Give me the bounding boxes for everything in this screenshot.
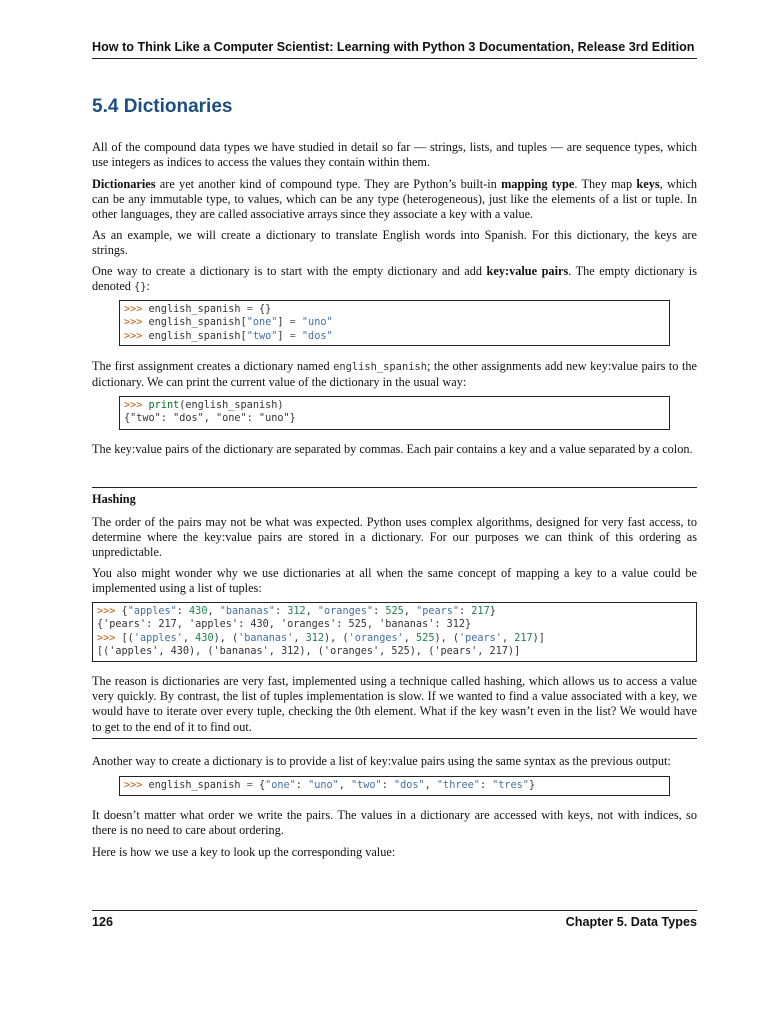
intro-paragraph: All of the compound data types we have studied in detail so far — strings, lists, and tuples — are sequence types, which use integers as indices to access the values they contain within them. — [92, 140, 697, 170]
section-title: 5.4 Dictionaries — [92, 96, 233, 117]
chapter-label: Chapter 5. Data Types — [565, 915, 697, 929]
code-line: >>> {"apples": 430, "bananas": 312, "oranges": 525, "pears": 217} — [97, 606, 496, 617]
another-way-paragraph: Another way to create a dictionary is to provide a list of key:value pairs using the same syntax as the previous output: — [92, 754, 671, 768]
hashing-paragraph-3: The reason is dictionaries are very fast, implemented using a technique called hashing, which allows us to access a value very quickly. By contrast, the list of tuples implementation is slow. If we wanted to find a value associated with a key, we would have to iterate over every tuple, checking the 0th element. What if the key wasn’t even in the list? We would have to get to the end of it to find out. — [92, 674, 697, 734]
order-paragraph: It doesn’t matter what order we write the pairs. The values in a dictionary are accessed with keys, not with indices, so there is no need to care about ordering. — [92, 808, 697, 838]
page-number: 126 — [92, 915, 114, 929]
text-span: : — [146, 279, 150, 294]
dictionaries-definition-paragraph — [92, 177, 697, 223]
text-span: One way to create a dictionary is to start with the empty dictionary and add — [92, 264, 487, 278]
text-span: , which can be any immutable type, to values, which can be any type (heterogeneous), just like the elements of a list or tuple. In other languages, they are called associative arrays since they associate a key with a value. — [92, 177, 698, 222]
hashing-paragraph-2: You also might wonder why we use dictionaries at all when the same concept of mapping a key to a value could be implemented using a list of tuples: — [92, 566, 697, 596]
code-line: >>> english_spanish = {"one": "uno", "two": "dos", "three": "tres"} — [124, 780, 536, 791]
first-assignment-paragraph — [92, 359, 697, 390]
running-header: How to Think Like a Computer Scientist: Learning with Python 3 Documentation, Release 3rd Edition — [92, 40, 697, 59]
code-line: {'pears': 217, 'apples': 430, 'oranges': 525, 'bananas': 312} — [97, 619, 472, 631]
example-paragraph: As an example, we will create a dictionary to translate English words into Spanish. For this dictionary, the keys are strings. — [92, 228, 697, 258]
hashing-rubric: Hashing — [92, 492, 136, 506]
term-keys: keys — [636, 177, 660, 191]
lookup-paragraph: Here is how we use a key to look up the corresponding value: — [92, 845, 396, 859]
inline-code: {} — [134, 281, 147, 294]
text-span: . The empty dictionary is denoted — [92, 264, 697, 294]
topic-top-rule — [92, 487, 697, 488]
text-span: The first assignment creates a dictionary named — [92, 359, 334, 373]
code-line: {"two": "dos", "one": "uno"} — [124, 413, 296, 425]
code-line: >>> [('apples', 430), ('bananas', 312), ('oranges', 525), ('pears', 217)] — [97, 632, 545, 644]
text-span: . They map — [574, 177, 637, 191]
text-span: are yet another kind of compound type. They are Python’s built-in — [155, 177, 502, 191]
code-line: >>> english_spanish["two"] = "dos" — [124, 330, 333, 342]
code-line: [('apples', 430), ('bananas', 312), ('oranges', 525), ('pears', 217)] — [97, 645, 521, 657]
page-footer — [92, 910, 697, 929]
code-block-print — [119, 396, 670, 430]
text-span: ; the other assignments add new key:value pairs to the dictionary. We can print the current value of the dictionary in the usual way: — [92, 359, 697, 390]
topic-bottom-rule — [92, 738, 697, 739]
term-mapping-type: mapping type — [501, 177, 575, 191]
separated-by-commas-paragraph: The key:value pairs of the dictionary are separated by commas. Each pair contains a key and a value separated by a colon. — [92, 442, 693, 456]
term-dictionaries: Dictionaries — [92, 177, 156, 191]
code-line: >>> english_spanish = {} — [124, 304, 272, 315]
code-block-literal — [119, 776, 670, 796]
code-block-tuples — [92, 602, 697, 662]
code-line: >>> print(english_spanish) — [124, 400, 284, 411]
empty-dictionary-paragraph — [92, 264, 697, 295]
code-line: >>> english_spanish["one"] = "uno" — [124, 317, 333, 329]
code-block-assignments — [119, 300, 670, 346]
term-key-value-pairs: key:value pairs — [486, 264, 569, 278]
hashing-paragraph-1: The order of the pairs may not be what was expected. Python uses complex algorithms, designed for very fast access, to determine where the key:value pairs are stored in a dictionary. For our purposes we can think of this ordering as unpredictable. — [92, 515, 697, 560]
inline-code: english_spanish — [333, 361, 427, 373]
